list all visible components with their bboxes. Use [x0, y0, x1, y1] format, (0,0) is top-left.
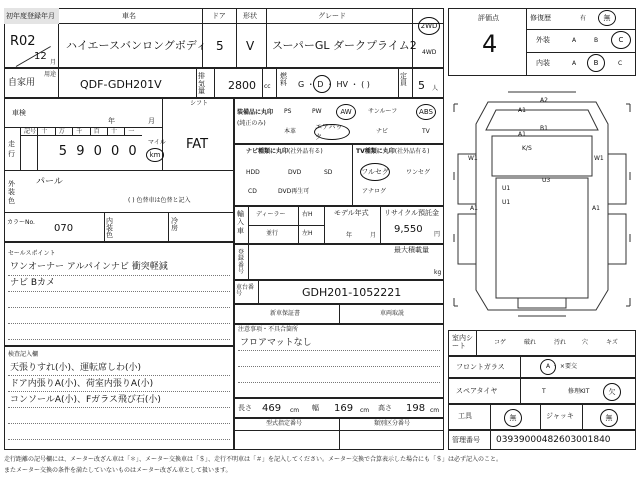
fuel-d-circle: [313, 75, 331, 93]
tools-label: 工具: [458, 412, 472, 420]
tv-item-circled: フルセグ: [360, 163, 390, 181]
damage-mark: W1: [594, 155, 604, 162]
mgmt-label: 管理番号: [452, 436, 480, 444]
shape-label: 形状: [243, 12, 257, 20]
equipment-item: PS: [284, 108, 292, 115]
equipment-sub: (純正のみ): [237, 120, 266, 127]
displacement-label: 排気量: [198, 72, 205, 96]
inspection-year-unit: 年: [108, 117, 115, 125]
tv-label: TV種類に丸印(社外品有る): [356, 148, 430, 155]
navi-item: DVD: [288, 169, 302, 176]
import-label: 輸入車: [237, 210, 244, 235]
ext-opt-b: B: [594, 37, 599, 44]
sheet-item: 破れ: [524, 339, 537, 346]
reg-number-label: 登録番号: [238, 249, 245, 275]
mileage-unit-label: 一: [128, 128, 135, 135]
damage-mark: A1: [470, 205, 478, 212]
score-value: 4: [482, 30, 498, 58]
sheet-item: 汚れ: [554, 339, 567, 346]
height-label: 高さ: [378, 404, 392, 412]
chassis-label: 車台番号: [236, 284, 255, 297]
manual-label: 車両取説: [380, 310, 405, 317]
grade-label: グレード: [318, 12, 346, 20]
equipment-label: 装備品に丸印: [237, 109, 274, 116]
navi-item: HDD: [246, 169, 260, 176]
tv-item: アナログ: [362, 188, 387, 195]
grade-value: スーパーGL ダークプライム2: [272, 39, 417, 52]
mileage-unit-label: 百: [93, 128, 100, 135]
exterior-label: 外装色: [8, 180, 15, 205]
reg-month: 12: [34, 51, 47, 62]
exterior-note: ( ) 色替車は色替と記入: [128, 197, 191, 204]
front-glass-opts: A ・ ×要交: [546, 363, 577, 370]
mileage-unit-label: 記号: [24, 128, 37, 135]
inspector-line: ドア内張りA(小)、荷室内張りA(小): [10, 379, 154, 389]
import-dealer: ディーラー: [256, 211, 286, 218]
ext-c-circle: C: [611, 31, 631, 49]
shift-label: シフト: [190, 100, 209, 107]
sheet-item: コゲ: [494, 339, 507, 346]
drive-2wd-circle: 2WD: [418, 17, 440, 35]
notes-text: フロアマットなし: [240, 338, 312, 348]
jack-label: ジャッキ: [546, 412, 574, 420]
damage-mark: A2: [540, 97, 548, 104]
fuel-label: 燃料: [280, 72, 287, 87]
inspection-month-unit: 月: [148, 117, 155, 125]
capacity-unit: 人: [432, 85, 439, 92]
mileage-unit-label: 十: [111, 128, 118, 135]
notes-block: [234, 324, 444, 398]
class-label: 類別区分番号: [374, 420, 411, 427]
damage-mark: A1: [592, 205, 600, 212]
cc-unit: cc: [264, 83, 271, 90]
spare-missing-circle: 欠: [603, 383, 621, 401]
row2: [4, 68, 444, 98]
doors-label: ドア: [212, 12, 226, 20]
int-opt-c: C: [618, 60, 623, 67]
fuel-options: G ・ D ・ HV ・ ( ): [298, 80, 370, 89]
interior-score-label: 内装: [536, 59, 550, 67]
footer-line-2: またメーター交換の条件を満たしていないものはメーター改ざん車として扱います。: [4, 467, 232, 474]
width-value: 169: [334, 403, 354, 414]
height-value: 198: [406, 403, 426, 414]
mileage-digit: 5: [58, 144, 68, 159]
spare-opt-t: T: [542, 388, 546, 395]
jack-none-circle: 無: [600, 409, 618, 427]
damage-mark: A1: [518, 107, 526, 114]
damage-diagram: [448, 84, 636, 322]
max-load-unit: kg: [434, 269, 442, 276]
equipment-item-circled: エアバック: [314, 124, 350, 140]
front-glass-a-circle: [540, 359, 556, 375]
score-label: 評価点: [478, 14, 499, 22]
spare-label: スペアタイヤ: [456, 387, 498, 395]
inspector-line: コンソールA(小)、Fガラス飛び石(小): [10, 395, 161, 405]
inspector-label: 検査記入欄: [8, 351, 39, 358]
max-load-label: 最大積載量: [394, 246, 429, 254]
footer-line-1: 走行距離の記号欄には、メーター改ざん車は「＊」、メーター交換車は「＄」、走行不明車は「＃」を記入してください。メーター交換で合算表示した場合にも「＄」は必ず記入のこと。: [4, 456, 503, 463]
shift-value: FAT: [186, 137, 209, 152]
repair-no-circle: 無: [598, 10, 616, 26]
import-left: 左H: [302, 230, 313, 237]
height-unit: cm: [430, 407, 440, 414]
front-glass-label: フロントガラス: [456, 363, 505, 371]
name-label: 車名: [122, 12, 136, 20]
sales-point-label: セールスポイント: [8, 250, 56, 257]
mileage-digit: 9: [76, 144, 85, 159]
color-no-value: 070: [54, 223, 74, 234]
capacity-label: 定員: [400, 72, 407, 87]
recycle-label: リサイクル預託金: [384, 209, 440, 217]
mileage-unit-label: 万: [58, 128, 65, 135]
damage-mark: A1: [518, 131, 526, 138]
ext-opt-a: A: [572, 37, 577, 44]
navi-item: DVD再生可: [278, 188, 310, 195]
mile-label: マイル: [148, 139, 166, 146]
equipment-item: サンルーフ: [368, 108, 398, 115]
int-opt-a: A: [572, 60, 577, 67]
car-name: ハイエースバンロングボディ: [66, 39, 207, 52]
sales-point-line: ナビ Bカメ: [10, 278, 56, 288]
navi-label: ナビ種類に丸印(社外品有る): [246, 148, 323, 155]
sales-point-line: ワンオーナー アルパインナビ 衝突軽減: [10, 262, 168, 272]
capacity-value: 5: [418, 79, 425, 92]
length-unit: cm: [290, 407, 300, 414]
equipment-item: 本革: [284, 128, 297, 135]
equipment-item: TV: [422, 128, 430, 135]
notes-label: 注意事項・不具合箇所: [238, 326, 299, 333]
model-year-year: 年: [346, 232, 353, 239]
repair-label: 修復歴: [530, 14, 551, 22]
ac-label: 冷房: [171, 217, 178, 232]
mileage-unit-label: 十: [41, 128, 48, 135]
warranty-label: 新車保証書: [270, 310, 301, 317]
color-no-label: カラーNo.: [7, 219, 35, 226]
damage-mark: U1: [502, 199, 511, 206]
usage-value: 自家用: [8, 78, 36, 88]
equipment-item-circled: ABS: [416, 104, 436, 120]
int-b-circle: B: [587, 54, 605, 72]
doors-value: 5: [216, 39, 224, 53]
length-label: 長さ: [238, 404, 252, 412]
month-unit: 月: [50, 59, 57, 66]
mileage-unit-label: 千: [76, 128, 83, 135]
model-value: QDF-GDH201V: [80, 78, 162, 91]
tv-item: ワンセグ: [406, 169, 431, 176]
damage-mark: W1: [468, 155, 478, 162]
interior-sheet-label: 室内シート: [452, 334, 473, 351]
chassis-value: GDH201-1052221: [302, 286, 402, 299]
mgmt-value: 03939000482603001840: [496, 435, 611, 445]
mileage-digit: 0: [93, 144, 102, 159]
reg-year: R02: [10, 34, 36, 49]
navi-item: SD: [324, 169, 333, 176]
sales-point-block: [4, 242, 234, 346]
import-parallel: 並行: [266, 230, 279, 237]
width-unit: cm: [360, 407, 370, 414]
damage-mark: K/S: [522, 145, 532, 152]
reg-year-label: 初年度登録年月: [6, 12, 55, 20]
inspection-label: 車検: [12, 109, 26, 117]
navi-item: CD: [248, 188, 257, 195]
sheet-item: キズ: [606, 339, 618, 346]
equipment-item: ナビ: [376, 128, 389, 135]
model-year-month: 月: [370, 232, 377, 239]
recycle-value: 9,550: [394, 224, 423, 235]
repair-opt-yes: 有: [580, 15, 587, 22]
equipment-item-circled: AW: [336, 104, 356, 120]
length-value: 469: [262, 403, 282, 414]
usage-label: 用途: [44, 71, 57, 78]
displacement-value: 2800: [228, 79, 256, 92]
damage-mark: U1: [502, 185, 511, 192]
import-right: 右H: [302, 211, 313, 218]
damage-mark: U3: [542, 177, 551, 184]
equipment-item: PW: [312, 108, 322, 115]
mileage-label: 走行: [8, 140, 15, 158]
tools-none-circle: 無: [504, 409, 522, 427]
width-label: 幅: [312, 404, 319, 412]
spare-opt-kit: 修理KIT: [568, 388, 590, 395]
km-circle: km: [146, 148, 164, 162]
drive-4wd: 4WD: [422, 49, 437, 56]
exterior-score-label: 外装: [536, 36, 550, 44]
type-label: 型式指定番号: [266, 420, 303, 427]
interior-color-label: 内装色: [106, 217, 113, 239]
mileage-digit: 0: [111, 144, 120, 159]
recycle-unit: 円: [434, 231, 441, 238]
sheet-item: 穴: [582, 339, 589, 346]
shape-value: V: [246, 39, 255, 53]
exterior-color: パール: [36, 177, 63, 187]
inspector-line: 天張りすれ(小)、運転席しわ(小): [10, 363, 142, 373]
model-year-label: モデル年式: [334, 209, 369, 217]
damage-mark: B1: [540, 125, 548, 132]
mileage-digit: 0: [128, 144, 137, 159]
van-outline-diagram: [448, 84, 636, 322]
